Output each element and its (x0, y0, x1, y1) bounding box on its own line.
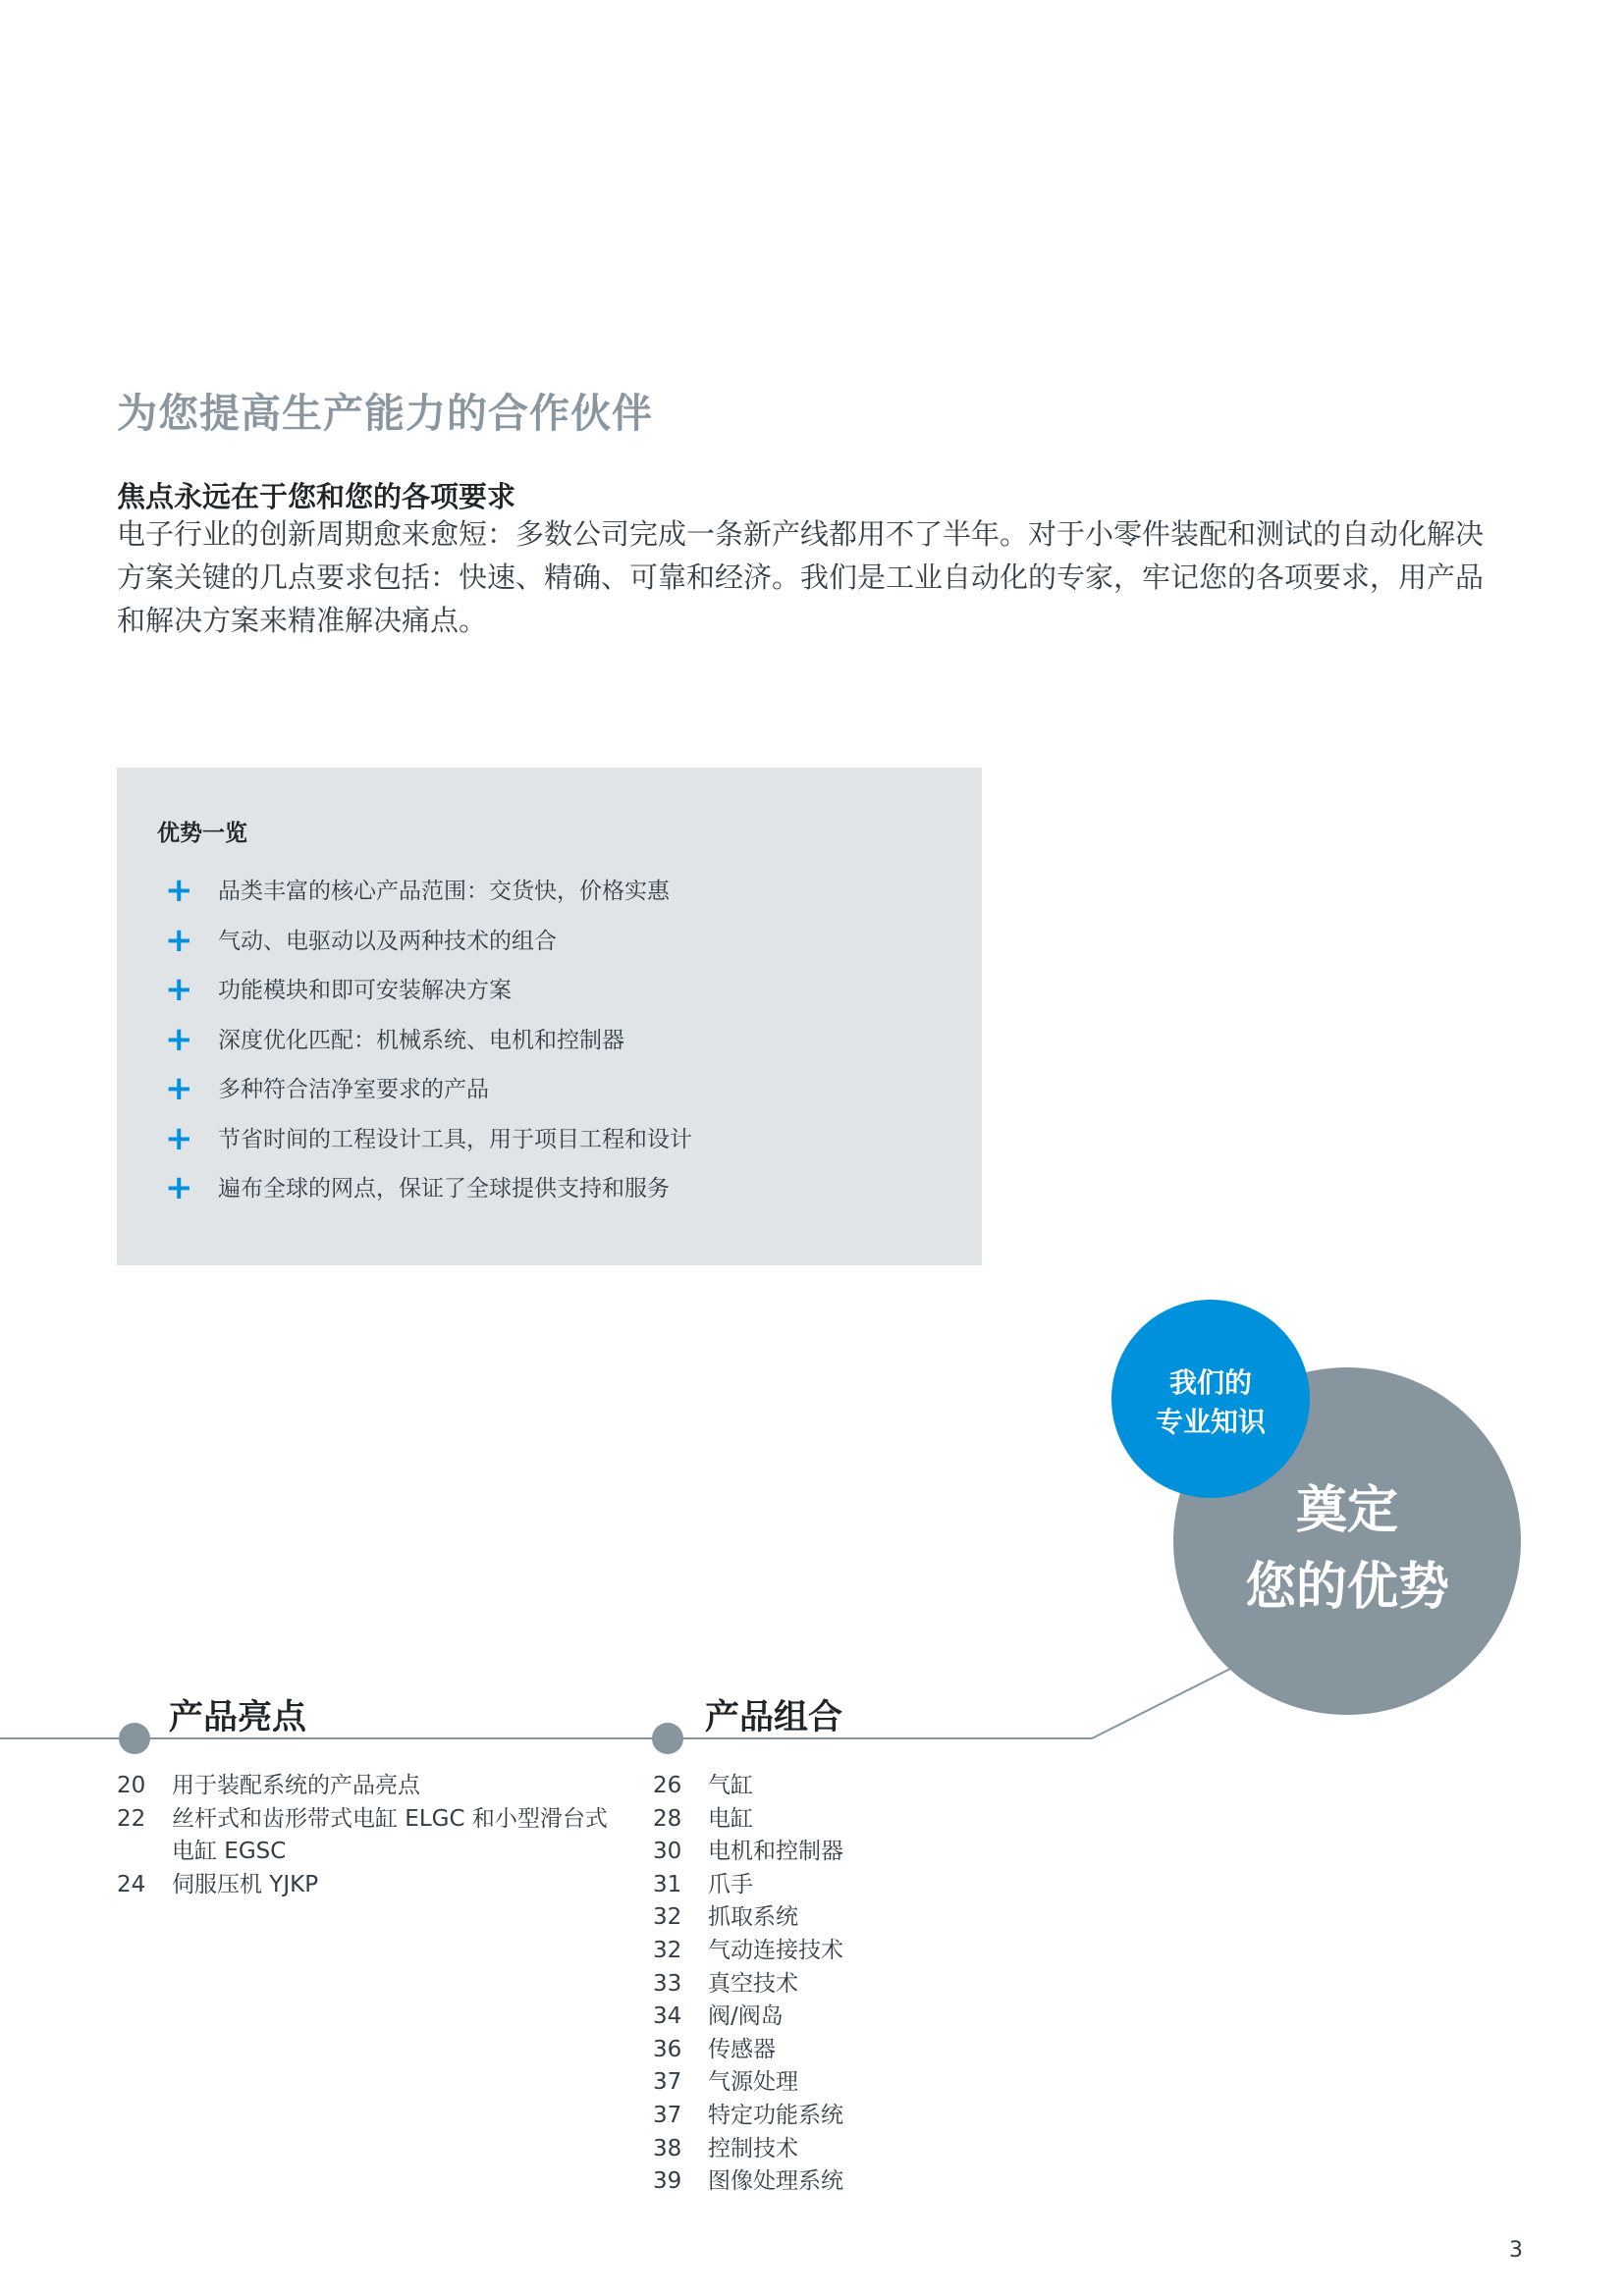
toc-item (117, 1803, 667, 1837)
advantage-text: 多种符合洁净室要求的产品 (218, 1077, 489, 1102)
highlights-list (117, 1770, 667, 1901)
plus-icon: + (165, 970, 193, 1009)
toc-page: 32 (653, 1904, 682, 1931)
advantages-title: 优势一览 (157, 821, 247, 846)
toc-page: 33 (653, 1970, 682, 1997)
toc-item (653, 1869, 1046, 1902)
grey-line-2: 您的优势 (1244, 1558, 1449, 1617)
plus-icon: + (165, 1118, 193, 1158)
toc-item (653, 2066, 1046, 2100)
toc-item (653, 1770, 1046, 1803)
toc-label: 电机和控制器 (708, 1839, 843, 1865)
toc-item (653, 1968, 1046, 2002)
toc-page: 31 (653, 1871, 682, 1897)
toc-item (653, 2034, 1046, 2067)
plus-icon: + (165, 871, 193, 910)
toc-item (653, 1935, 1046, 1968)
toc-page: 22 (117, 1805, 146, 1832)
plus-icon: + (165, 920, 193, 960)
blue-line-1: 我们的 (1168, 1366, 1252, 1399)
toc-page: 37 (653, 2102, 682, 2128)
advantage-text: 功能模块和即可安装解决方案 (218, 978, 512, 1003)
toc-label: 图像处理系统 (708, 2168, 843, 2195)
toc-page: 24 (117, 1871, 146, 1897)
toc-label: 气动连接技术 (708, 1937, 843, 1963)
blue-circle-text (1111, 1363, 1310, 1442)
toc-label: 特定功能系统 (708, 2102, 843, 2128)
toc-page: 39 (653, 2168, 682, 2195)
toc-label: 伺服压机 YJKP (172, 1871, 319, 1897)
toc-label: 传感器 (708, 2036, 776, 2062)
toc-page: 20 (117, 1773, 146, 1798)
toc-label: 电缸 EGSC (172, 1839, 287, 1865)
toc-label: 真空技术 (708, 1970, 798, 1997)
toc-item (653, 1803, 1046, 1837)
toc-label: 电缸 (708, 1805, 753, 1832)
portfolio-list (653, 1770, 1046, 2199)
intro-paragraph: 电子行业的创新周期愈来愈短：多数公司完成一条新产线都用不了半年。对于小零件装配和测试的自动化解决方案关键的几点要求包括：快速、精确、可靠和经济。我们是工业自动化的专家，牢记您的各项要求，用产品和解决方案来精准解决痛点。 (117, 517, 1485, 637)
advantage-text: 品类丰富的核心产品范围：交货快，价格实惠 (218, 879, 670, 904)
toc-item (653, 1836, 1046, 1869)
toc-page: 28 (653, 1805, 682, 1832)
page-number: 3 (1509, 2238, 1523, 2263)
toc-page: 38 (653, 2135, 682, 2162)
toc-label: 丝杆式和齿形带式电缸 ELGC 和小型滑台式 (172, 1805, 608, 1832)
toc-label: 爪手 (708, 1871, 753, 1897)
highlights-title: 产品亮点 (169, 1698, 307, 1737)
toc-item (653, 2165, 1046, 2199)
toc-label: 控制技术 (708, 2135, 798, 2162)
timeline-dot (119, 1723, 150, 1754)
toc-page: 34 (653, 2003, 682, 2030)
toc-page: 36 (653, 2036, 682, 2062)
toc-item (653, 2100, 1046, 2133)
advantage-text: 深度优化匹配：机械系统、电机和控制器 (218, 1027, 624, 1053)
section-subtitle: 焦点永远在于您和您的各项要求 (117, 480, 516, 513)
toc-item (117, 1770, 667, 1803)
toc-page: 26 (653, 1773, 682, 1798)
toc-label: 抓取系统 (708, 1904, 798, 1931)
toc-page: 37 (653, 2069, 682, 2096)
plus-icon: + (165, 1168, 193, 1207)
timeline-dot (652, 1723, 683, 1754)
toc-item (653, 2133, 1046, 2166)
advantage-text: 遍布全球的网点，保证了全球提供支持和服务 (218, 1176, 670, 1201)
portfolio-title: 产品组合 (705, 1698, 843, 1737)
toc-item (653, 2001, 1046, 2034)
toc-page: 32 (653, 1937, 682, 1963)
grey-line-1: 奠定 (1295, 1481, 1398, 1540)
advantage-text: 气动、电驱动以及两种技术的组合 (218, 928, 557, 954)
page-title: 为您提高生产能力的合作伙伴 (117, 390, 653, 437)
toc-label: 气源处理 (708, 2069, 798, 2096)
blue-line-2: 专业知识 (1155, 1406, 1266, 1438)
toc-item (117, 1869, 667, 1902)
plus-icon: + (165, 1019, 193, 1059)
toc-label: 气缸 (708, 1773, 753, 1798)
toc-page: 30 (653, 1839, 682, 1865)
plus-icon: + (165, 1069, 193, 1108)
toc-label: 用于装配系统的产品亮点 (172, 1773, 420, 1798)
toc-item (653, 1901, 1046, 1935)
toc-label: 阀/阀岛 (708, 2003, 784, 2030)
advantage-text: 节省时间的工程设计工具，用于项目工程和设计 (218, 1126, 692, 1152)
toc-item-continuation (117, 1836, 667, 1869)
